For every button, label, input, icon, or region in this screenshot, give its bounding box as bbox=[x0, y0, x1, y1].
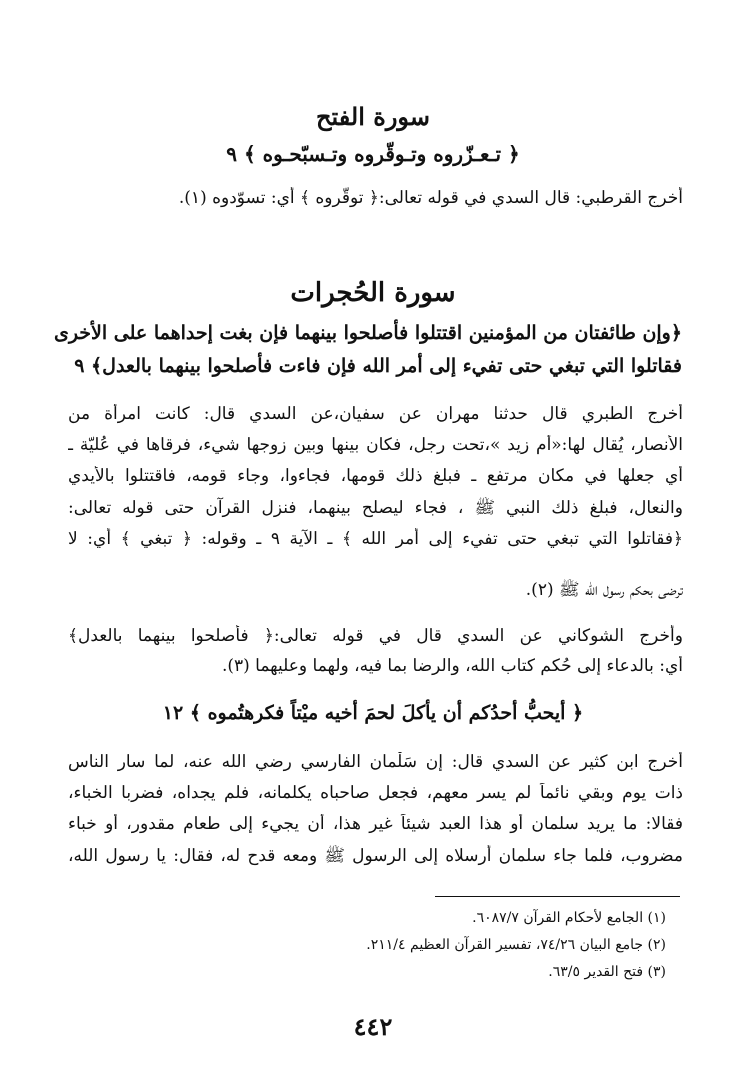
footnote: (١) الجامع لأحكام القرآن ٦٠٨٧/٧. bbox=[472, 910, 666, 926]
paragraph-line: ترضى بحكم رسول الله ﷺ (٢). bbox=[525, 580, 683, 600]
paragraph-line: أخرج الطبري قال حدثنا مهران عن سفيان،عن السدي قال: كانت امرأة من bbox=[68, 404, 683, 424]
page-number: ٤٤٢ bbox=[353, 1012, 393, 1041]
paragraph-line: أي: بالدعاء إلى حُكم كتاب الله، والرضا بما فيه، ولهما وعليهما (٣). bbox=[221, 656, 683, 676]
hujurat-verse-9-line-1: ﴿وإن طائفتان من المؤمنين اقتتلوا فأصلحوا بينهما فإن بغت إحداهما على الأخرى bbox=[53, 322, 682, 344]
hujurat-verse-9-line-2: فقاتلوا التي تبغي حتى تفيء إلى أمر الله فإن فاءت فأصلحوا بينهما بالعدل﴾ ٩ bbox=[74, 355, 682, 377]
footnote: (٢) جامع البيان ٧٤/٢٦، تفسير القرآن العظيم ٢١١/٤. bbox=[366, 937, 666, 953]
paragraph-line: أخرج ابن كثير عن السدي قال: إن سَلْمان الفارسي رضي الله عنه، لما سار الناس bbox=[68, 752, 683, 772]
surah-fath-verse: ﴿ تـعـزّروه وتـوقّروه وتـسبّحـوه ﴾ ٩ bbox=[226, 142, 520, 166]
surah-hujurat-title: سورة الحُجرات bbox=[290, 278, 456, 308]
surah-fath-title: سورة الفتح bbox=[316, 102, 430, 131]
footnote-divider bbox=[435, 896, 680, 897]
paragraph-line: فقالا: ما يريد سلمان أو هذا العبد شيئاً غير هذا، أن يجيء إلى طعام مقدور، أو خباء bbox=[68, 814, 683, 834]
footnote: (٣) فتح القدير ٦٣/٥. bbox=[548, 964, 666, 980]
paragraph-line: الأنصار، يُقال لها:«أم زيد »،تحت رجل، فكان بينها وبين زوجها شيء، فرقاها في عُليّة ـ bbox=[68, 435, 683, 455]
hujurat-verse-12: ﴿ أيحبُّ أحدُكم أن يأكلَ لحمَ أخيه ميْتاً فكرهتُموه ﴾ ١٢ bbox=[162, 702, 584, 724]
paragraph-line: وأخرج الشوكاني عن السدي قال في قوله تعالى:﴿ فأصلحوا بينهما بالعدل﴾ bbox=[68, 626, 683, 646]
paragraph-line: أي جعلها في مكان مرتفع ـ فبلغ ذلك قومها، فجاءوا، وجاء قومه، فاقتتلوا بالأيدي bbox=[68, 466, 683, 486]
surah-fath-commentary: أخرج القرطبي: قال السدي في قوله تعالى:﴿ توقّروه ﴾ أي: تسوّدوه (١). bbox=[178, 188, 683, 208]
paragraph-line: ﴿فقاتلوا التي تبغي حتى تفيء إلى أمر الله ﴾ ـ الآية ٩ ـ وقوله: ﴿ تبغي ﴾ أي: لا bbox=[68, 529, 683, 549]
paragraph-line: مضروب، فلما جاء سلمان أرسلاه إلى الرسول ﷺ ومعه قدح له، فقال: يا رسول الله، bbox=[68, 846, 683, 866]
paragraph-line: والنعال، فبلغ ذلك النبي ﷺ ، فجاء ليصلح بينهما، فنزل القرآن حتى قوله تعالى: bbox=[68, 498, 683, 518]
paragraph-line: ذات يوم وبقي نائماً لم يسر معهم، فجعل صاحباه يكلمانه، فلم يجداه، فضربا الخباء، bbox=[68, 783, 683, 803]
